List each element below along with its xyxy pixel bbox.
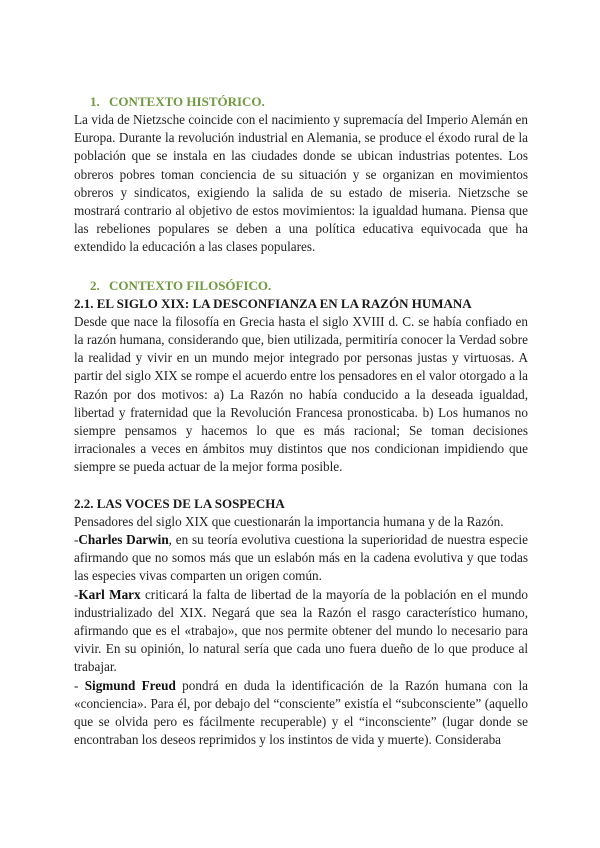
marx-name: Karl Marx bbox=[78, 586, 141, 602]
darwin-paragraph bbox=[74, 531, 528, 586]
subsection-heading-2-2: 2.2. LAS VOCES DE LA SOSPECHA bbox=[74, 495, 285, 511]
section-title: CONTEXTO FILOSÓFICO. bbox=[109, 277, 272, 293]
darwin-text: , en su teoría evolutiva cuestiona la superioridad de nuestra especie afirmando que no somos más que un eslabón más en la cadena evolutiva y que todas las especies vivas comparten un origen común. bbox=[74, 532, 528, 584]
section-number: 1. bbox=[90, 94, 100, 109]
subsection-2-1-paragraph: Desde que nace la filosofía en Grecia hasta el siglo XVIII d. C. se había confiado en la razón humana, considerando que, bien utilizada, permitiría conocer la Verdad sobre la realidad y vivir en un mundo mejor integrado por personas justas y virtuosas. A partir del siglo XIX se rompe el acuerdo entre los pensadores en el valor otorgado a la Razón por dos motivos: a) La Razón no había conducido a la deseada igualdad, libertad y fraternidad que la Revolución Francesa pronosticaba. b) Los humanos no siempre pensamos y hacemos lo que es más racional; Se toman decisiones irracionales a veces en ámbitos muy distintos que nos condicionan impidiendo que siempre se pueda actuar de la mejor forma posible. bbox=[74, 313, 528, 475]
historical-context-paragraph: La vida de Nietzsche coincide con el nacimiento y supremacía del Imperio Alemán en Europa. Durante la revolución industrial en Alemania, se produce el éxodo rural de la población que se instala en las ciudades donde se ubican industrias potentes. Los obreros pobres toman conciencia de su situación y se organizan en movimientos obreros y sindicatos, exigiendo la salida de su estado de miseria. Nietzsche se mostrará contrario al objetivo de estos movimientos: la igualdad humana. Piensa que las rebeliones populares se deben a una política educativa equivocada que ha extendido la educación a las clases populares. bbox=[74, 112, 528, 255]
marx-paragraph bbox=[74, 586, 528, 677]
subsection-2-2-intro: Pensadores del siglo XIX que cuestionarán la importancia humana y de la Razón. bbox=[74, 513, 504, 529]
bullet-dash: - bbox=[74, 586, 79, 602]
marx-text: criticará la falta de libertad de la mayoría de la población en el mundo industrializado del XIX. Negará que sea la Razón el rasgo característico humano, afirmando que es el «trabajo», que nos permite obtener del mundo lo necesario para vivir. En su opinión, lo natural sería que cada uno fuera dueño de lo que produce al trabajar. bbox=[74, 586, 528, 675]
document-body bbox=[74, 93, 528, 750]
freud-name: Sigmund Freud bbox=[84, 677, 176, 693]
section-number: 2. bbox=[90, 277, 100, 293]
freud-paragraph bbox=[74, 677, 528, 750]
freud-text: pondrá en duda la identificación de la Razón humana con la «conciencia». Para él, por debajo del “consciente” existía el “subconsciente” (aquello que se olvida pero es fácilmente recuperable) y el “inconsciente” (lugar donde se encontraban los deseos reprimidos y los instintos de vida y muerte). Consideraba bbox=[74, 677, 528, 748]
subsection-heading-2-1: 2.1. EL SIGLO XIX: LA DESCONFIANZA EN LA RAZÓN HUMANA bbox=[74, 295, 472, 311]
bullet-dash: - bbox=[74, 532, 79, 548]
darwin-name: Charles Darwin bbox=[78, 532, 169, 548]
section-title: CONTEXTO HISTÓRICO. bbox=[109, 94, 265, 109]
section-heading-historical-context bbox=[90, 93, 528, 111]
bullet-dash: - bbox=[74, 677, 85, 693]
section-heading-philosophical-context bbox=[90, 277, 528, 295]
